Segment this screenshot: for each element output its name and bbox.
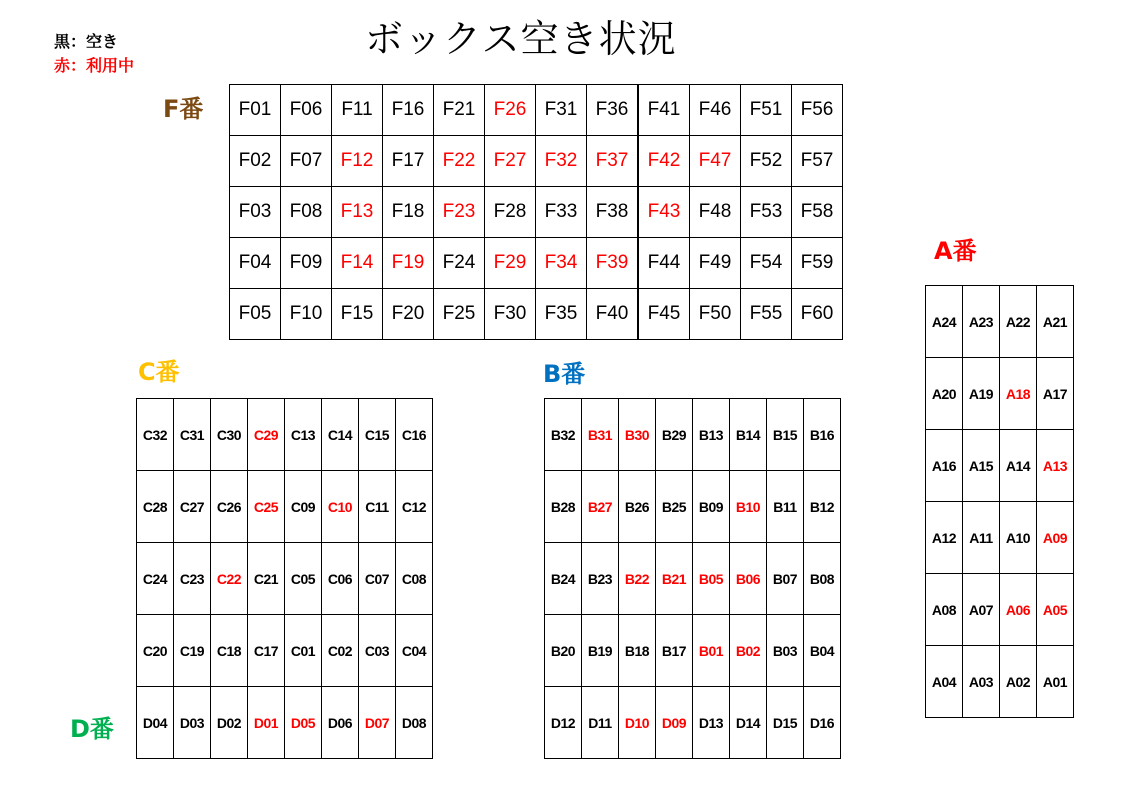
box-cell-c24: C24: [137, 543, 174, 615]
box-cell-b21: B21: [656, 543, 693, 615]
grid-row: [137, 543, 433, 615]
box-cell-c20: C20: [137, 615, 174, 687]
grid-row: [926, 286, 1074, 358]
box-cell-d01: D01: [248, 687, 285, 759]
grid-row: [545, 543, 841, 615]
box-cell-d13: D13: [693, 687, 730, 759]
group-label-d: D番: [70, 715, 114, 743]
box-cell-c06: C06: [322, 543, 359, 615]
group-label-c: C番: [138, 358, 180, 386]
box-cell-f13: F13: [332, 187, 383, 238]
box-cell-f46: F46: [690, 85, 741, 136]
box-cell-f60: F60: [792, 289, 843, 340]
box-cell-c30: C30: [211, 399, 248, 471]
box-cell-b18: B18: [619, 615, 656, 687]
grid-row: [545, 687, 841, 759]
box-cell-a19: A19: [963, 358, 1000, 430]
box-cell-b25: B25: [656, 471, 693, 543]
box-cell-d04: D04: [137, 687, 174, 759]
box-cell-c23: C23: [174, 543, 211, 615]
box-cell-f23: F23: [434, 187, 485, 238]
box-cell-a23: A23: [963, 286, 1000, 358]
box-cell-f03: F03: [230, 187, 281, 238]
box-cell-a04: A04: [926, 646, 963, 718]
box-cell-f30: F30: [485, 289, 536, 340]
box-cell-f34: F34: [536, 238, 587, 289]
box-cell-a24: A24: [926, 286, 963, 358]
box-cell-a10: A10: [1000, 502, 1037, 574]
box-cell-f40: F40: [587, 289, 639, 340]
grid-row: [230, 136, 843, 187]
box-cell-f52: F52: [741, 136, 792, 187]
box-cell-b30: B30: [619, 399, 656, 471]
box-cell-c28: C28: [137, 471, 174, 543]
box-cell-a20: A20: [926, 358, 963, 430]
grid-row: [926, 430, 1074, 502]
grid-c: [136, 398, 433, 759]
grid-row: [230, 187, 843, 238]
box-cell-b13: B13: [693, 399, 730, 471]
box-cell-d11: D11: [582, 687, 619, 759]
box-cell-f09: F09: [281, 238, 332, 289]
box-cell-f29: F29: [485, 238, 536, 289]
box-cell-f05: F05: [230, 289, 281, 340]
box-cell-b16: B16: [804, 399, 841, 471]
box-cell-f48: F48: [690, 187, 741, 238]
box-cell-f21: F21: [434, 85, 485, 136]
box-cell-d12: D12: [545, 687, 582, 759]
box-cell-f41: F41: [638, 85, 690, 136]
box-cell-c18: C18: [211, 615, 248, 687]
box-cell-c12: C12: [396, 471, 433, 543]
box-cell-c02: C02: [322, 615, 359, 687]
box-cell-f17: F17: [383, 136, 434, 187]
box-cell-a13: A13: [1037, 430, 1074, 502]
box-cell-d15: D15: [767, 687, 804, 759]
box-cell-a09: A09: [1037, 502, 1074, 574]
box-cell-f04: F04: [230, 238, 281, 289]
box-cell-f37: F37: [587, 136, 639, 187]
box-cell-b15: B15: [767, 399, 804, 471]
box-cell-d03: D03: [174, 687, 211, 759]
grid-row: [230, 289, 843, 340]
box-cell-f28: F28: [485, 187, 536, 238]
box-cell-b31: B31: [582, 399, 619, 471]
box-cell-b03: B03: [767, 615, 804, 687]
box-cell-b29: B29: [656, 399, 693, 471]
box-cell-a18: A18: [1000, 358, 1037, 430]
box-cell-f44: F44: [638, 238, 690, 289]
box-cell-f15: F15: [332, 289, 383, 340]
box-cell-f49: F49: [690, 238, 741, 289]
box-cell-b02: B02: [730, 615, 767, 687]
box-cell-f38: F38: [587, 187, 639, 238]
box-cell-b24: B24: [545, 543, 582, 615]
box-cell-c26: C26: [211, 471, 248, 543]
box-cell-b19: B19: [582, 615, 619, 687]
box-cell-c15: C15: [359, 399, 396, 471]
box-cell-b32: B32: [545, 399, 582, 471]
box-cell-b06: B06: [730, 543, 767, 615]
box-cell-b08: B08: [804, 543, 841, 615]
box-cell-a01: A01: [1037, 646, 1074, 718]
grid-row: [926, 358, 1074, 430]
box-cell-f22: F22: [434, 136, 485, 187]
grid-b: [544, 398, 841, 759]
box-cell-b04: B04: [804, 615, 841, 687]
box-cell-a17: A17: [1037, 358, 1074, 430]
box-cell-b14: B14: [730, 399, 767, 471]
box-cell-c17: C17: [248, 615, 285, 687]
box-cell-a11: A11: [963, 502, 1000, 574]
box-cell-b27: B27: [582, 471, 619, 543]
box-cell-f16: F16: [383, 85, 434, 136]
grid-f: [229, 84, 843, 340]
box-cell-f06: F06: [281, 85, 332, 136]
box-cell-a03: A03: [963, 646, 1000, 718]
grid-a: [925, 285, 1074, 718]
box-cell-a22: A22: [1000, 286, 1037, 358]
box-cell-a12: A12: [926, 502, 963, 574]
box-cell-f11: F11: [332, 85, 383, 136]
box-cell-a15: A15: [963, 430, 1000, 502]
legend-in-use: 赤：利用中: [54, 56, 135, 75]
group-label-b: B番: [543, 360, 586, 388]
grid-row: [545, 615, 841, 687]
box-cell-a05: A05: [1037, 574, 1074, 646]
box-cell-f20: F20: [383, 289, 434, 340]
box-cell-a21: A21: [1037, 286, 1074, 358]
box-cell-f08: F08: [281, 187, 332, 238]
box-cell-f57: F57: [792, 136, 843, 187]
box-cell-d06: D06: [322, 687, 359, 759]
box-cell-f56: F56: [792, 85, 843, 136]
box-cell-c21: C21: [248, 543, 285, 615]
box-cell-b22: B22: [619, 543, 656, 615]
box-cell-f31: F31: [536, 85, 587, 136]
box-cell-a07: A07: [963, 574, 1000, 646]
grid-row: [230, 238, 843, 289]
box-cell-c07: C07: [359, 543, 396, 615]
box-cell-c01: C01: [285, 615, 322, 687]
box-cell-f14: F14: [332, 238, 383, 289]
box-cell-c14: C14: [322, 399, 359, 471]
box-cell-c25: C25: [248, 471, 285, 543]
group-label-f: F番: [163, 95, 204, 123]
box-cell-a06: A06: [1000, 574, 1037, 646]
box-cell-f18: F18: [383, 187, 434, 238]
box-cell-c22: C22: [211, 543, 248, 615]
box-cell-f19: F19: [383, 238, 434, 289]
box-cell-c16: C16: [396, 399, 433, 471]
box-cell-d16: D16: [804, 687, 841, 759]
grid-row: [137, 687, 433, 759]
box-cell-f45: F45: [638, 289, 690, 340]
box-cell-b01: B01: [693, 615, 730, 687]
box-cell-f24: F24: [434, 238, 485, 289]
box-cell-f47: F47: [690, 136, 741, 187]
box-cell-f10: F10: [281, 289, 332, 340]
box-cell-b11: B11: [767, 471, 804, 543]
box-cell-f42: F42: [638, 136, 690, 187]
box-cell-f43: F43: [638, 187, 690, 238]
box-cell-d05: D05: [285, 687, 322, 759]
box-cell-f59: F59: [792, 238, 843, 289]
box-cell-f26: F26: [485, 85, 536, 136]
legend-available: 黒：空き: [54, 32, 119, 51]
page-title: ボックス空き状況: [365, 17, 677, 61]
box-cell-c32: C32: [137, 399, 174, 471]
grid-row: [230, 85, 843, 136]
grid-row: [926, 574, 1074, 646]
box-cell-c05: C05: [285, 543, 322, 615]
box-cell-f36: F36: [587, 85, 639, 136]
box-cell-a08: A08: [926, 574, 963, 646]
box-cell-f58: F58: [792, 187, 843, 238]
box-cell-c29: C29: [248, 399, 285, 471]
box-cell-d02: D02: [211, 687, 248, 759]
grid-row: [137, 615, 433, 687]
box-cell-c19: C19: [174, 615, 211, 687]
box-cell-f54: F54: [741, 238, 792, 289]
box-cell-b26: B26: [619, 471, 656, 543]
box-cell-f27: F27: [485, 136, 536, 187]
box-cell-b05: B05: [693, 543, 730, 615]
box-cell-b07: B07: [767, 543, 804, 615]
box-cell-a14: A14: [1000, 430, 1037, 502]
box-cell-c31: C31: [174, 399, 211, 471]
box-cell-c27: C27: [174, 471, 211, 543]
legend: [54, 30, 134, 78]
box-cell-a02: A02: [1000, 646, 1037, 718]
box-cell-b28: B28: [545, 471, 582, 543]
box-cell-f12: F12: [332, 136, 383, 187]
box-cell-c03: C03: [359, 615, 396, 687]
box-cell-f51: F51: [741, 85, 792, 136]
box-cell-b20: B20: [545, 615, 582, 687]
box-cell-f02: F02: [230, 136, 281, 187]
box-cell-c13: C13: [285, 399, 322, 471]
box-cell-f53: F53: [741, 187, 792, 238]
grid-row: [926, 646, 1074, 718]
box-cell-b17: B17: [656, 615, 693, 687]
box-cell-c10: C10: [322, 471, 359, 543]
box-cell-c11: C11: [359, 471, 396, 543]
box-cell-c04: C04: [396, 615, 433, 687]
box-cell-f35: F35: [536, 289, 587, 340]
grid-row: [545, 471, 841, 543]
box-cell-d10: D10: [619, 687, 656, 759]
box-cell-f55: F55: [741, 289, 792, 340]
box-cell-f07: F07: [281, 136, 332, 187]
box-cell-d14: D14: [730, 687, 767, 759]
box-cell-c09: C09: [285, 471, 322, 543]
box-cell-f33: F33: [536, 187, 587, 238]
box-cell-b23: B23: [582, 543, 619, 615]
box-cell-d09: D09: [656, 687, 693, 759]
box-cell-b12: B12: [804, 471, 841, 543]
box-cell-f01: F01: [230, 85, 281, 136]
group-label-a: A番: [934, 237, 977, 265]
box-cell-b09: B09: [693, 471, 730, 543]
box-cell-c08: C08: [396, 543, 433, 615]
grid-row: [137, 471, 433, 543]
grid-row: [926, 502, 1074, 574]
box-cell-f25: F25: [434, 289, 485, 340]
box-cell-b10: B10: [730, 471, 767, 543]
grid-row: [137, 399, 433, 471]
box-cell-f39: F39: [587, 238, 639, 289]
grid-row: [545, 399, 841, 471]
box-cell-d08: D08: [396, 687, 433, 759]
box-cell-f50: F50: [690, 289, 741, 340]
box-cell-d07: D07: [359, 687, 396, 759]
box-cell-f32: F32: [536, 136, 587, 187]
box-cell-a16: A16: [926, 430, 963, 502]
